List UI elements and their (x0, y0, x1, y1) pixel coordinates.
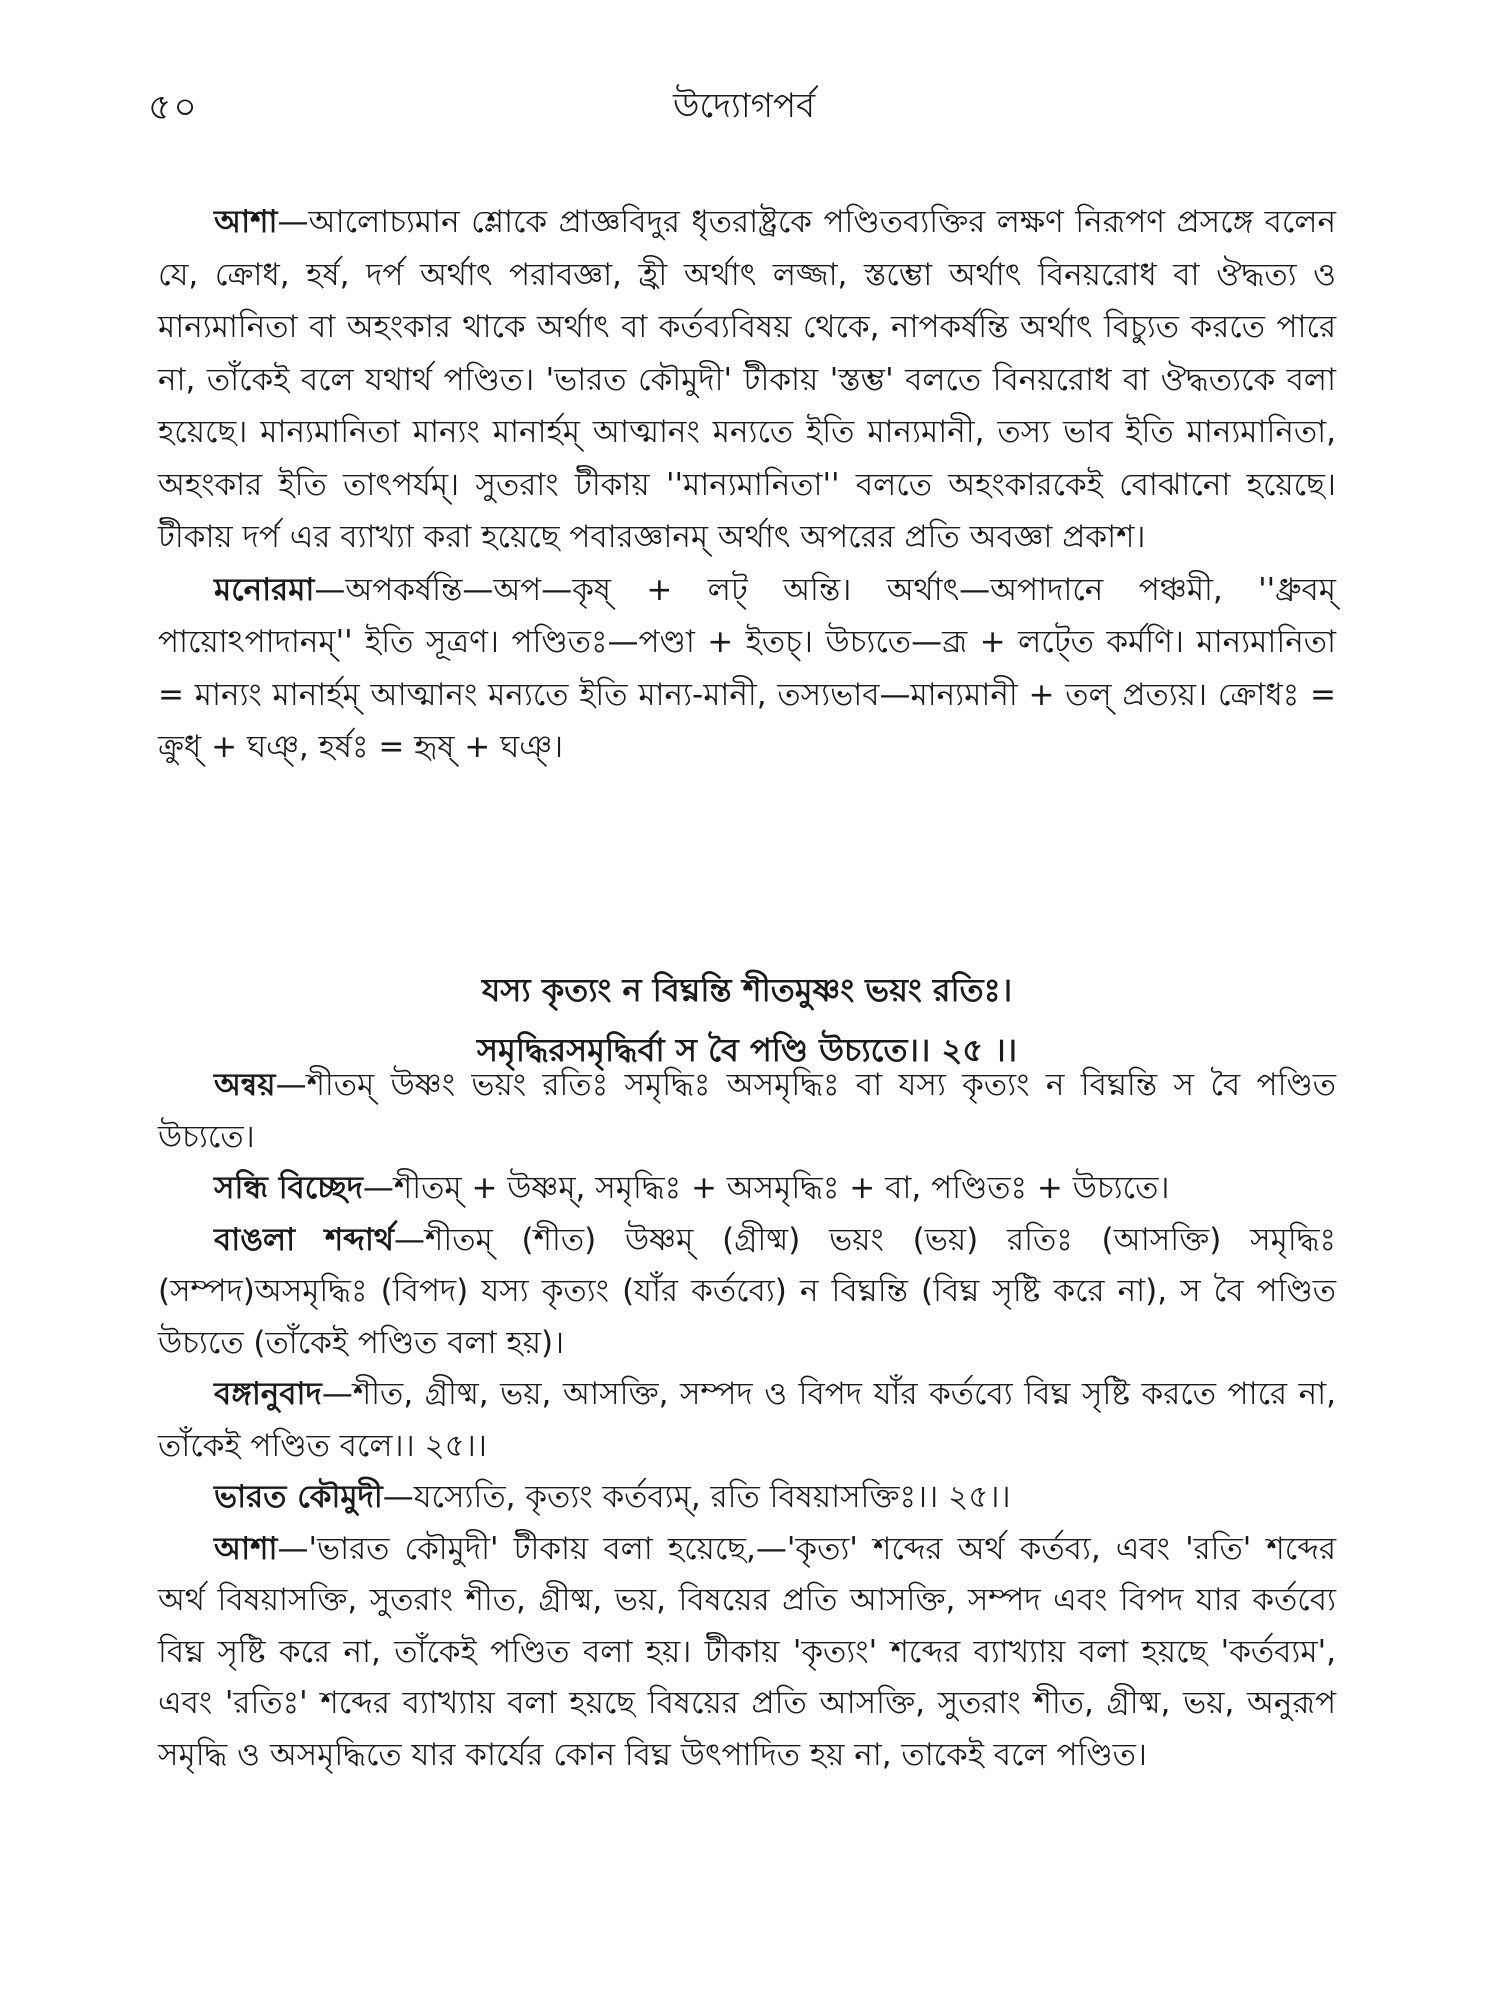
asha2-paragraph (158, 1524, 1336, 1782)
anvaya-label: অন্বয় (214, 1067, 276, 1103)
anubad-label: বঙ্গানুবাদ (214, 1376, 322, 1412)
shabdartha-paragraph (158, 1215, 1336, 1370)
running-title: উদ্যোগপর্ব (672, 86, 815, 126)
commentary-top (158, 196, 1336, 774)
kaumudi-paragraph (158, 1472, 1336, 1524)
manorama-paragraph (158, 564, 1336, 774)
kaumudi-label: ভারত কৌমুদী (214, 1479, 383, 1515)
sandhi-text: —শীতম্ + উষ্ণম্, সমৃদ্ধিঃ + অসমৃদ্ধিঃ + বা, পণ্ডিতঃ + উচ্যতে। (362, 1170, 1170, 1206)
anvaya-paragraph (158, 1060, 1336, 1163)
anubad-text: —শীত, গ্রীষ্ম, ভয়, আসক্তি, সম্পদ ও বিপদ যাঁর কর্তব্যে বিঘ্ন সৃষ্টি করতে পারে না, তাঁকেই পণ্ডিত বলে।। ২৫।। (158, 1376, 1336, 1464)
asha2-label: আশা (214, 1530, 278, 1567)
shabdartha-label: বাঙলা শব্দার্থ (214, 1221, 395, 1258)
kaumudi-text: —যস্যেতি, কৃত্যং কর্তব্যম্, রতি বিষয়াসক্তিঃ।। ২৫।। (382, 1479, 1011, 1515)
page-number: ৫০ (148, 87, 199, 128)
page-header (148, 80, 1340, 140)
manorama-label: মনোরমা (214, 571, 315, 608)
asha-text: —আলোচ্যমান শ্লোকে প্রাজ্ঞবিদুর ধৃতরাষ্ট্রকে পণ্ডিতব্যক্তির লক্ষণ নিরূপণ প্রসঙ্গে বলেন যে, ক্রোধ, হর্ষ, দর্প অর্থাৎ পরাবজ্ঞা, হ্রী অর্থাৎ লজ্জা, স্তম্ভো অর্থাৎ বিনয়রোধ বা ঔদ্ধত্য ও মান্যমানিতা বা অহংকার থাকে অর্থাৎ বা কর্তব্যবিষয় থেকে, নাপকর্ষন্তি অর্থাৎ বিচ্যুত করতে পারে না, তাঁকেই বলে যথার্থ পণ্ডিত। 'ভারত কৌমুদী' টীকায় 'স্তম্ভ' বলতে বিনয়রোধ বা ঔদ্ধত্যকে বলা হয়েছে। মান্যমানিতা মান্যং মানার্হম্ আত্মানং মন্যতে ইতি মান্যমানী, তস্য ভাব ইতি মান্যমানিতা, অহংকার ইতি তাৎপর্যম্। সুতরাং টীকায় ''মান্যমানিতা'' বলতে অহংকারকেই বোঝানো হয়েছে। টীকায় দর্প এর ব্যাখ্যা করা হয়েছে পবারজ্ঞানম্ অর্থাৎ অপরের প্রতি অবজ্ঞা প্রকাশ। (158, 204, 1336, 555)
anvaya-text: —শীতম্ উষ্ণং ভয়ং রতিঃ সমৃদ্ধিঃ অসমৃদ্ধিঃ বা যস্য কৃত্যং ন বিঘ্নন্তি স বৈ পণ্ডিত উচ্যতে। (158, 1067, 1336, 1155)
sandhi-label: সন্ধি বিচ্ছেদ (214, 1170, 363, 1206)
manorama-text: —অপকর্ষন্তি—অপ—কৃষ্ + লট্ অন্তি। অর্থাৎ—অপাদানে পঞ্চমী, ''ধ্রুবম্ পায়োঽপাদানম্'' ইতি সূত্রণ। পণ্ডিতঃ—পণ্ডা + ইতচ্। উচ্যতে—ব্রূ + লট্তে কর্মণি। মান্যমানিতা = মান্যং মানার্হম্ আত্মানং মন্যতে ইতি মান্য-মানী, তস্যভাব—মান্যমানী + তল্ প্রত্যয়। ক্রোধঃ = ক্রুধ্ + ঘঞ্, হর্ষঃ = হৃষ্ + ঘঞ্। (158, 571, 1336, 765)
sandhi-paragraph (158, 1163, 1336, 1215)
commentary-bottom (158, 1060, 1336, 1781)
verse-line-1: যস্য কৃত্যং ন বিঘ্নন্তি শীতমুষ্ণং ভয়ং রতিঃ। (481, 971, 1013, 1009)
verse-line-2: সমৃদ্ধিরসমৃদ্ধির্বা স বৈ পণ্ডি উচ্যতে।। ২৫ ।। (476, 1031, 1018, 1069)
asha-paragraph (158, 196, 1336, 564)
asha-label: আশা (214, 204, 278, 240)
asha2-text: —'ভারত কৌমুদী' টীকায় বলা হয়েছে,—'কৃত্য' শব্দের অর্থ কর্তব্য, এবং 'রতি' শব্দের অর্থ বিষয়াসক্তি, সুতরাং শীত, গ্রীষ্ম, ভয়, বিষয়ের প্রতি আসক্তি, সম্পদ এবং বিপদ যার কর্তব্যে বিঘ্ন সৃষ্টি করে না, তাঁকেই পণ্ডিত বলা হয়। টীকায় 'কৃত্যং' শব্দের ব্যাখ্যায় বলা হয়ছে 'কর্তব্যম', এবং 'রতিঃ' শব্দের ব্যাখ্যায় বলা হয়ছে বিষয়ের প্রতি আসক্তি, সুতরাং শীত, গ্রীষ্ম, ভয়, অনুরূপ সমৃদ্ধি ও অসমৃদ্ধিতে যার কার্যের কোন বিঘ্ন উৎপাদিত হয় না, তাকেই বলে পণ্ডিত। (158, 1530, 1336, 1773)
anubad-paragraph (158, 1369, 1336, 1472)
shabdartha-text: —শীতম্ (শীত) উষ্ণম্ (গ্রীষ্ম) ভয়ং (ভয়) রতিঃ (আসক্তি) সমৃদ্ধিঃ (সম্পদ)অসমৃদ্ধিঃ (বিপদ) যস্য কৃত্যং (যাঁর কর্তব্যে) ন বিঘ্নন্তি (বিঘ্ন সৃষ্টি করে না), স বৈ পণ্ডিত উচ্যতে (তাঁকেই পণ্ডিত বলা হয়)। (158, 1221, 1337, 1361)
